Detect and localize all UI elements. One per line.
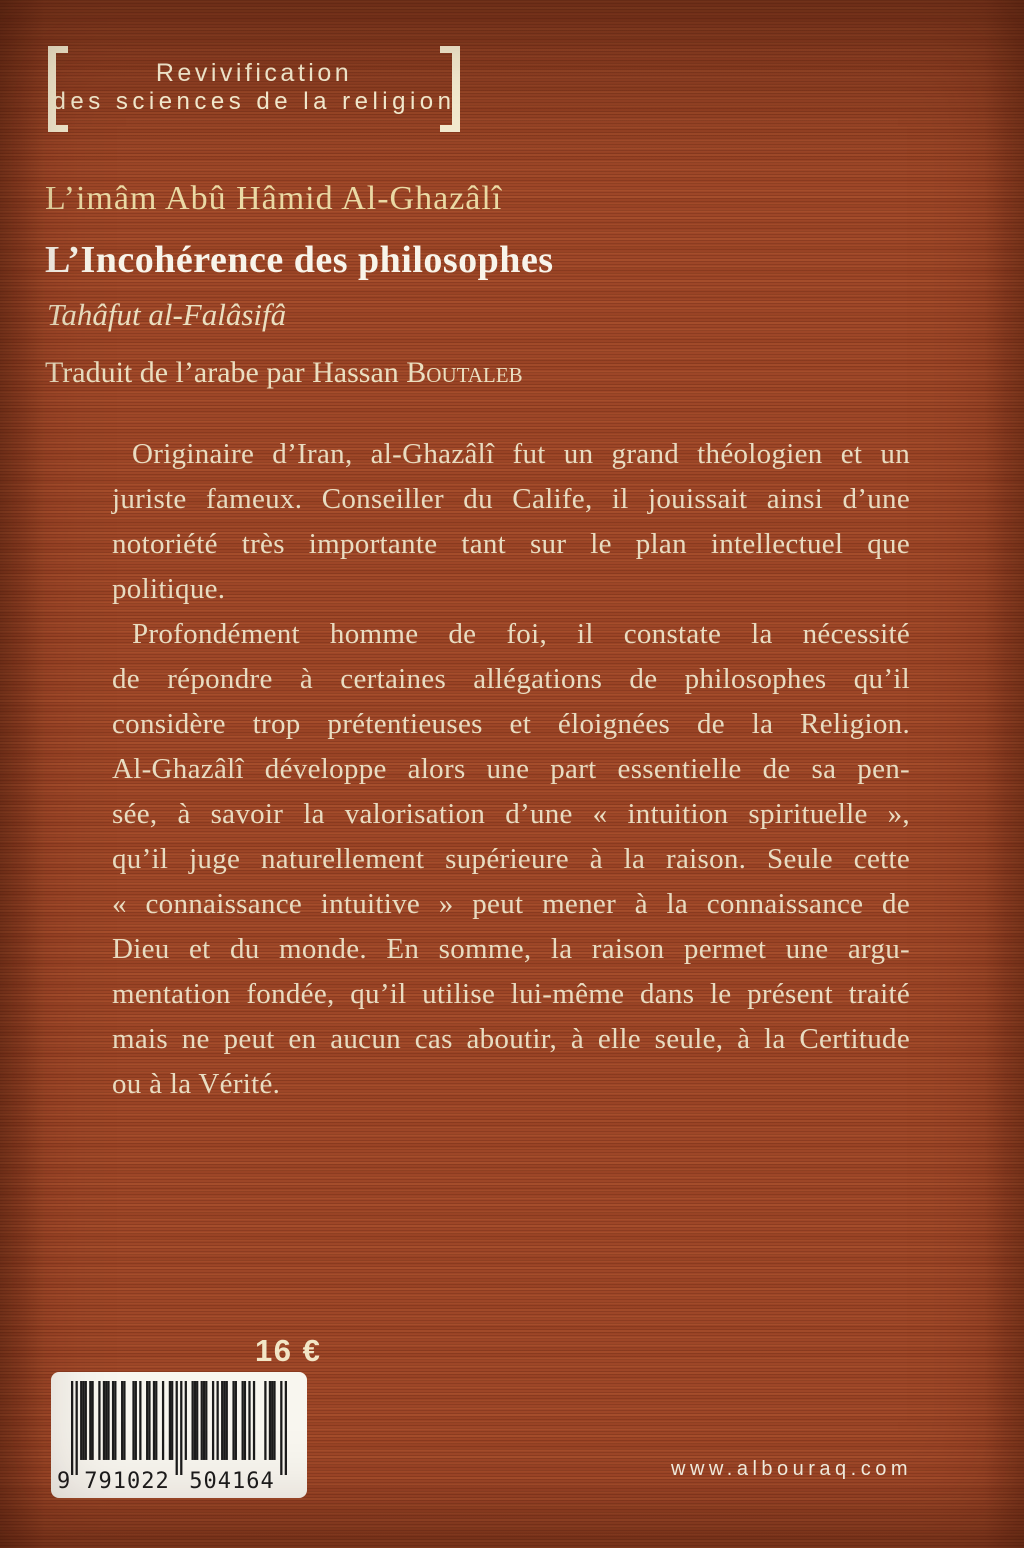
price-label: 16 €	[255, 1333, 322, 1368]
synopsis	[112, 432, 910, 1107]
synopsis-line: mais ne peut en aucun cas aboutir, à elle seule, à la Certitude	[112, 1023, 910, 1055]
synopsis-line: Profondément homme de foi, il constate la nécessité	[132, 618, 910, 650]
barcode-bars-icon	[71, 1381, 287, 1475]
synopsis-line: considère trop prétentieuses et éloignées de la Religion.	[112, 708, 910, 740]
synopsis-line: de répondre à certaines allégations de philosophes qu’il	[112, 663, 910, 695]
synopsis-line: ou à la Vérité.	[112, 1068, 281, 1100]
barcode-digit-group2: 504164	[189, 1469, 275, 1494]
synopsis-line: Dieu et du monde. En somme, la raison permet une argu-	[112, 933, 910, 965]
synopsis-line: politique.	[112, 573, 226, 605]
translator-credit	[45, 356, 523, 390]
translator-surname: Boutaleb	[406, 356, 523, 389]
barcode-digit-group1: 791022	[84, 1469, 170, 1494]
original-arabic-title: Tahâfut al-Falâsifâ	[47, 297, 287, 332]
synopsis-line: notoriété très importante tant sur le plan intellectuel que	[112, 528, 910, 560]
publisher-website: www.albouraq.com	[671, 1458, 912, 1480]
synopsis-line: Originaire d’Iran, al-Ghazâlî fut un grand théologien et un	[132, 438, 910, 470]
book-title: L’Incohérence des philosophes	[45, 239, 554, 281]
synopsis-line: Al-Ghazâlî développe alors une part essentielle de sa pen-	[112, 753, 910, 785]
barcode	[51, 1372, 307, 1498]
right-bracket-icon	[440, 46, 460, 132]
badge-line1: Revivification	[155, 59, 353, 87]
publisher-badge	[48, 44, 460, 136]
synopsis-line: « connaissance intuitive » peut mener à la connaissance de	[112, 888, 910, 920]
synopsis-line: mentation fondée, qu’il utilise lui-même dans le présent traité	[112, 978, 910, 1010]
author-name: L’imâm Abû Hâmid Al-Ghazâlî	[45, 180, 503, 217]
synopsis-line: sée, à savoir la valorisation d’une « intuition spirituelle »,	[112, 798, 910, 830]
translator-prefix: Traduit de l’arabe par Hassan	[45, 356, 407, 389]
badge-line2: des sciences de la religion	[52, 88, 456, 115]
synopsis-line: qu’il juge naturellement supérieure à la raison. Seule cette	[112, 843, 910, 875]
synopsis-line: juriste fameux. Conseiller du Calife, il jouissait ainsi d’une	[112, 483, 910, 515]
barcode-digit-lead: 9	[57, 1469, 72, 1494]
left-bracket-icon	[48, 46, 68, 132]
